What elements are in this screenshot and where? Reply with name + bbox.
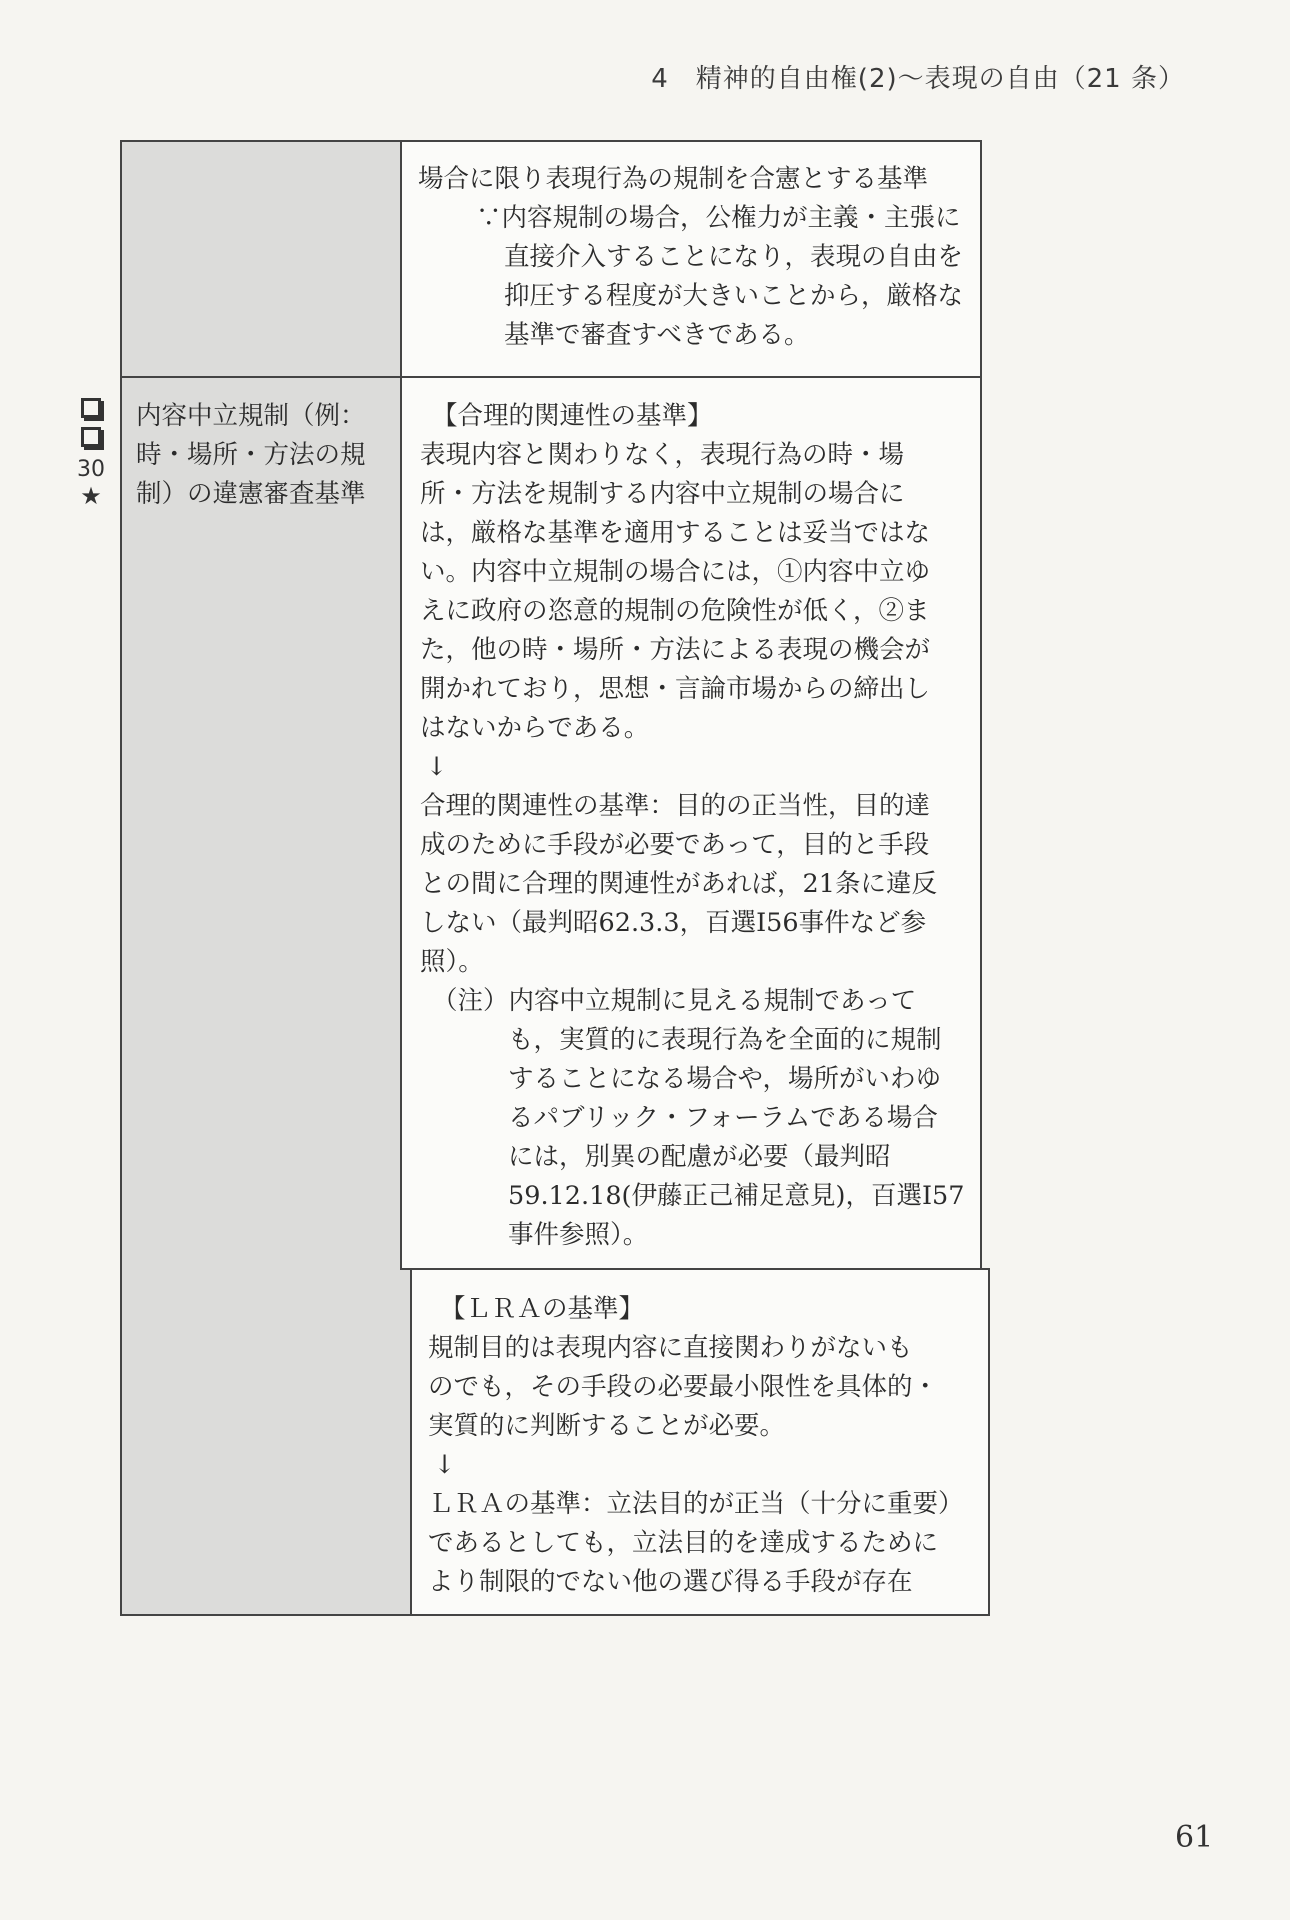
text-line: のでも，その手段の必要最小限性を具体的・ bbox=[428, 1372, 939, 1402]
text-line: はないからである。 bbox=[420, 713, 650, 743]
text-line: 実質的に判断することが必要。 bbox=[428, 1411, 786, 1441]
text-line: との間に合理的関連性があれば，21条に違反 bbox=[420, 869, 937, 899]
label-line: 時・場所・方法の規 bbox=[136, 440, 366, 470]
note-line: することになる場合や，場所がいわゆ bbox=[508, 1064, 941, 1094]
row3-text bbox=[428, 1290, 978, 1602]
page-header: 4 精神的自由権(2)〜表現の自由（21 条） bbox=[651, 64, 1185, 94]
text-line: えに政府の恣意的規制の危険性が低く，②ま bbox=[420, 596, 930, 626]
checkbox-icon bbox=[81, 427, 101, 447]
text-line: 所・方法を規制する内容中立規制の場合に bbox=[420, 479, 905, 509]
section-heading: 【ＬＲＡの基準】 bbox=[440, 1294, 645, 1324]
text-line: より制限的でない他の選び得る手段が存在 bbox=[428, 1567, 913, 1597]
text-line: 照）。 bbox=[420, 947, 484, 977]
note-line: も，実質的に表現行為を全面的に規制 bbox=[508, 1025, 942, 1055]
text-line: は，厳格な基準を適用することは妥当ではな bbox=[420, 518, 931, 548]
row2-label bbox=[136, 397, 366, 514]
text-line: 成のために手段が必要であって，目的と手段 bbox=[420, 830, 930, 860]
arrow-down-icon: ↓ bbox=[434, 1450, 456, 1480]
table-label-cell-2 bbox=[120, 376, 412, 1616]
section-heading: 【合理的関連性の基準】 bbox=[432, 401, 713, 431]
text-line: 合理的関連性の基準：目的の正当性，目的達 bbox=[420, 791, 931, 821]
text-line: 抑圧する程度が大きいことから，厳格な bbox=[504, 281, 964, 311]
text-line: 表現内容と関わりなく，表現行為の時・場 bbox=[420, 440, 904, 470]
text-line: しない（最判昭62.3.3，百選Ⅰ56事件など参 bbox=[420, 908, 927, 938]
note-line: 59.12.18(伊藤正己補足意見)，百選Ⅰ57 bbox=[508, 1181, 965, 1211]
text-line: た，他の時・場所・方法による表現の機会が bbox=[420, 635, 931, 665]
text-line: であるとしても，立法目的を達成するために bbox=[428, 1528, 939, 1558]
text-line: ＬＲＡの基準：立法目的が正当（十分に重要） bbox=[428, 1489, 964, 1519]
text-line: 開かれており，思想・言論市場からの締出し bbox=[420, 674, 931, 704]
mark-count: 30 bbox=[77, 457, 105, 482]
text-line: 規制目的は表現内容に直接関わりがないも bbox=[428, 1333, 913, 1363]
star-icon: ★ bbox=[80, 482, 102, 510]
text-line: い。内容中立規制の場合には，①内容中立ゆ bbox=[420, 557, 931, 587]
table-label-cell-1 bbox=[120, 140, 402, 378]
note-line: には，別異の配慮が必要（最判昭 bbox=[508, 1142, 891, 1172]
page-number: 61 bbox=[1175, 1820, 1214, 1855]
margin-marks bbox=[74, 398, 108, 510]
label-line: 内容中立規制（例： bbox=[136, 401, 366, 431]
note-line: 事件参照）。 bbox=[508, 1220, 649, 1250]
text-line: 場合に限り表現行為の規制を合憲とする基準 bbox=[418, 164, 929, 194]
row2-text bbox=[420, 397, 970, 1255]
row1-text bbox=[418, 160, 963, 355]
arrow-down-icon: ↓ bbox=[426, 752, 448, 782]
note-line: るパブリック・フォーラムである場合 bbox=[508, 1103, 938, 1133]
note-line: （注）内容中立規制に見える規制であって bbox=[432, 986, 917, 1016]
text-line: ∵内容規制の場合，公権力が主義・主張に bbox=[476, 203, 961, 233]
checkbox-icon bbox=[81, 398, 101, 418]
label-line: 制）の違憲審査基準 bbox=[136, 479, 366, 509]
text-line: 直接介入することになり，表現の自由を bbox=[504, 242, 964, 272]
text-line: 基準で審査すべきである。 bbox=[504, 320, 810, 350]
